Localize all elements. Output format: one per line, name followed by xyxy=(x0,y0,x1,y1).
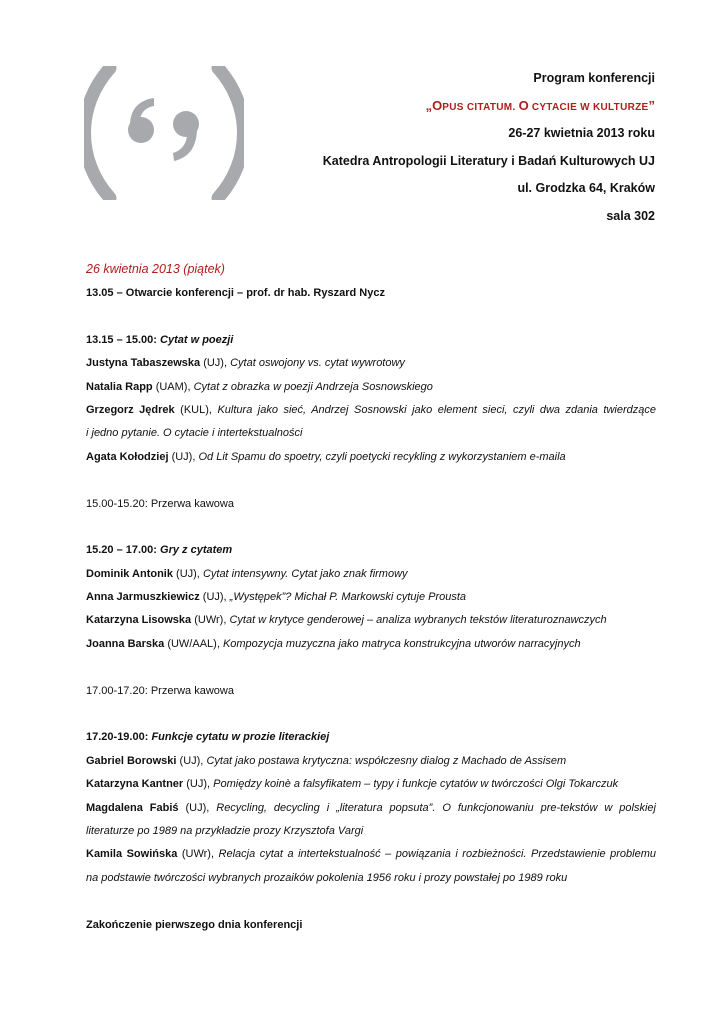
opening-quote-icon xyxy=(128,98,154,143)
conference-title: „OPUS CITATUM. O CYTACIE W KULTURZE” xyxy=(425,97,655,113)
talk: Justyna Tabaszewska (UJ), Cytat oswojony vs. cytat wywrotowy xyxy=(86,357,405,370)
session-heading: 17.20-19.00: Funkcje cytatu w prozie literackiej xyxy=(86,731,330,744)
talk: Dominik Antonik (UJ), Cytat intensywny. Cytat jako znak firmowy xyxy=(86,567,408,580)
coffee-break: 15.00-15.20: Przerwa kawowa xyxy=(86,497,234,510)
talk: Grzegorz Jędrek (KUL), Kultura jako sieć, Andrzej Sosnowski jako element sieci, czyli dwa zdania twierdzące xyxy=(86,403,657,416)
talk-continuation: i jedno pytanie. O cytacie i intertekstualności xyxy=(86,427,303,440)
talk-continuation: na podstawie twórczości wybranych prozaików pokolenia 1956 roku i prozy powstałej po 1989 roku xyxy=(86,871,568,884)
talk: Kamila Sowińska (UWr), Relacja cytat a intertekstualność – powiązania i rozbieżności. Przedstawienie problemu xyxy=(86,848,656,861)
talk: Katarzyna Kantner (UJ), Pomiędzy koinè a falsyfikatem – typy i funkcje cytatów w twórczości Olgi Tokarczuk xyxy=(86,778,619,791)
talk: Agata Kołodziej (UJ), Od Lit Spamu do spoetry, czyli poetycki recykling z wykorzystaniem e-maila xyxy=(86,450,566,463)
talk-continuation: literaturze po 1989 na przykładzie prozy Krzysztofa Vargi xyxy=(86,824,364,837)
right-paren-icon xyxy=(218,68,244,198)
session-heading: 13.15 – 15.00: Cytat w poezji xyxy=(86,333,234,346)
address: ul. Grodzka 64, Kraków xyxy=(517,181,655,196)
program-content xyxy=(86,256,656,937)
talk: Joanna Barska (UW/AAL), Kompozycja muzyczna jako matryca konstrukcyjna utworów narracyjnych xyxy=(86,637,581,650)
talk: Katarzyna Lisowska (UWr), Cytat w krytyce genderowej – analiza wybranych tekstów literaturoznawczych xyxy=(86,614,607,627)
closing-note: Zakończenie pierwszego dnia konferencji xyxy=(86,918,303,931)
talk: Anna Jarmuszkiewicz (UJ), „Występek”? Michał P. Markowski cytuje Prousta xyxy=(86,591,467,604)
header xyxy=(323,68,655,234)
talk: Natalia Rapp (UAM), Cytat z obrazka w poezji Andrzeja Sosnowskiego xyxy=(86,380,433,393)
talk: Magdalena Fabiś (UJ), Recycling, decycling i „literatura popsuta”. O funkcjonowaniu pre-tekstów w polskiej xyxy=(86,801,656,814)
left-paren-icon xyxy=(85,68,111,198)
program-label: Program konferencji xyxy=(533,71,655,85)
talk: Gabriel Borowski (UJ), Cytat jako postawa krytyczna: współczesny dialog z Machado de Assisem xyxy=(86,754,567,767)
department: Katedra Antropologii Literatury i Badań Kulturowych UJ xyxy=(322,153,655,168)
day-heading: 26 kwietnia 2013 (piątek) xyxy=(86,262,225,276)
closing-quote-icon xyxy=(173,111,199,161)
opening: 13.05 – Otwarcie konferencji – prof. dr hab. Ryszard Nycz xyxy=(86,287,385,299)
conference-dates: 26-27 kwietnia 2013 roku xyxy=(508,126,655,141)
room: sala 302 xyxy=(606,208,655,223)
session-heading: 15.20 – 17.00: Gry z cytatem xyxy=(86,544,233,557)
coffee-break: 17.00-17.20: Przerwa kawowa xyxy=(86,684,234,697)
quote-logo-icon xyxy=(84,66,244,200)
